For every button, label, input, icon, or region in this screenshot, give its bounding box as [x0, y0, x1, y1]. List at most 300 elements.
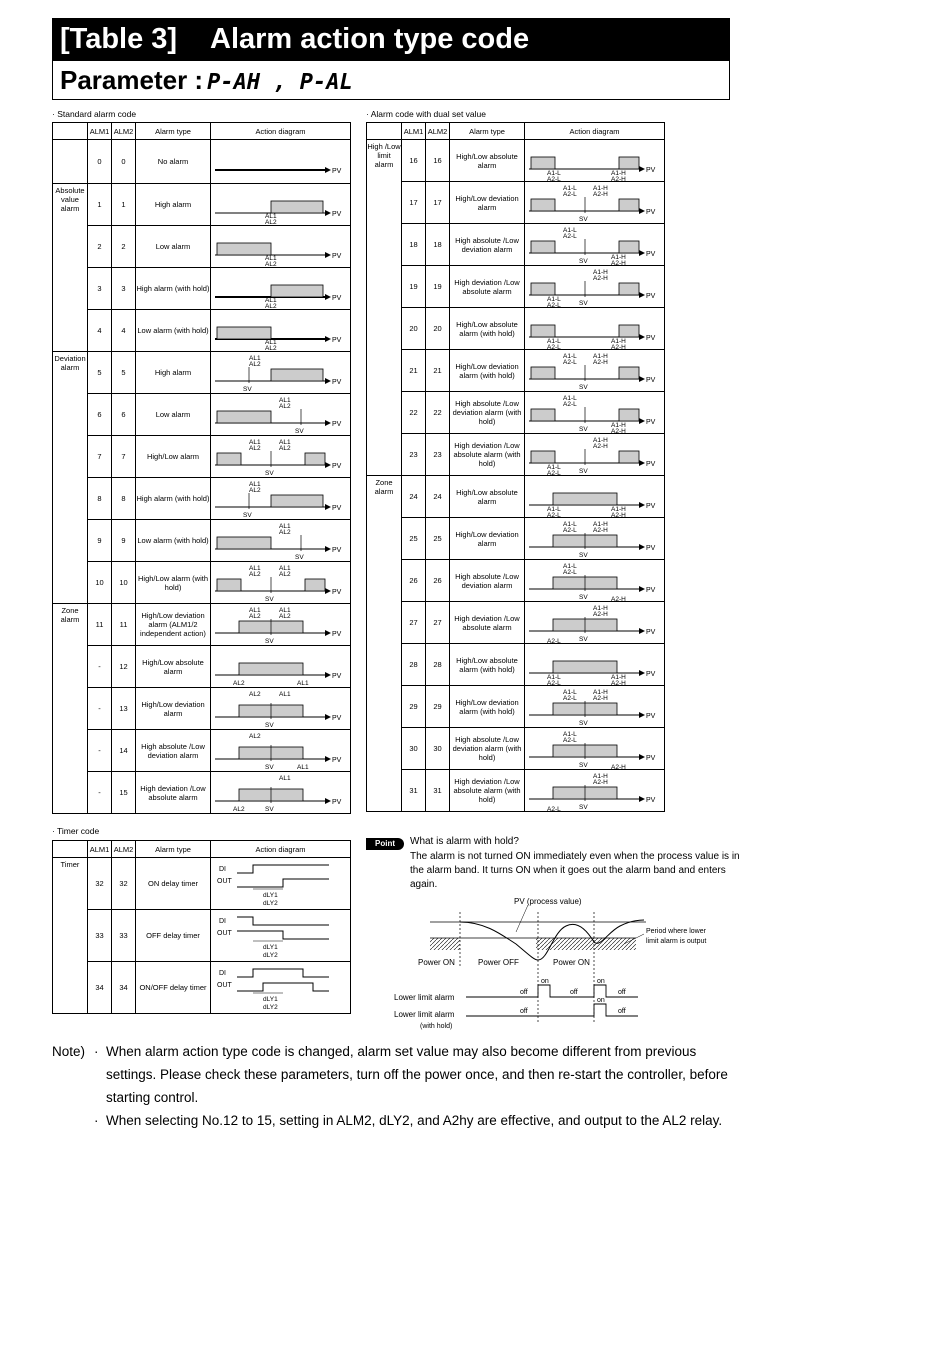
- table-row: [367, 224, 665, 266]
- action-diagram: [213, 479, 349, 519]
- pv-label: PV: [331, 798, 341, 806]
- diagram-label: A1-L: [546, 295, 561, 303]
- parameter-codes: P-AH , P-AL: [207, 70, 353, 95]
- sv-label: SV: [264, 637, 274, 645]
- sv-label: SV: [578, 593, 588, 601]
- pv-label: PV: [645, 754, 655, 762]
- alarm-band: [619, 409, 639, 421]
- alarm-type-cell: High alarm: [136, 184, 211, 226]
- pv-label: PV: [645, 418, 655, 426]
- di-signal: [237, 865, 329, 873]
- arrow-icon: [325, 672, 331, 678]
- diagram-label: AL2: [264, 344, 277, 351]
- diagram-label: A1-H: [610, 673, 626, 681]
- timer-diagram: [213, 911, 349, 961]
- diagram-label: A2-H: [592, 358, 608, 366]
- alm1-cell: 32: [88, 858, 112, 910]
- pv-label: PV: [645, 460, 655, 468]
- power-on-1-label: Power ON: [418, 958, 455, 967]
- action-diagram-cell: [211, 184, 351, 226]
- off-label: off: [618, 989, 626, 996]
- alarm-type-cell: High/Low absolute alarm: [450, 140, 525, 182]
- arrow-icon: [639, 670, 645, 676]
- column-header: ALM1: [88, 841, 112, 858]
- pv-label: PV: [331, 210, 341, 218]
- pv-label: PV: [331, 504, 341, 512]
- diagram-label: A2-H: [610, 427, 626, 433]
- table-row: [367, 560, 665, 602]
- note-item: · When selecting No.12 to 15, setting in ALM2, dLY2, and A2hy are effective, and output to the AL2 relay.: [94, 1113, 723, 1128]
- action-diagram: [527, 519, 663, 559]
- alarm-band: [619, 367, 639, 379]
- table-row: [367, 602, 665, 644]
- diagram-label: A2-H: [610, 259, 626, 265]
- alarm-band: [217, 579, 241, 591]
- diagram-label: A1-L: [546, 337, 561, 345]
- off-label: off: [618, 1008, 626, 1015]
- action-diagram-cell: [211, 688, 351, 730]
- diagram-label: A1-L: [562, 352, 577, 360]
- alarm-type-cell: Low alarm: [136, 226, 211, 268]
- diagram-label: AL2: [248, 486, 261, 494]
- alarm-band: [305, 579, 325, 591]
- diagram-label: AL2: [248, 444, 261, 452]
- off-label: off: [520, 989, 528, 996]
- group-label: Zone alarm: [53, 604, 88, 814]
- alm2-cell: 3: [112, 268, 136, 310]
- diagram-label: AL1: [248, 438, 261, 446]
- dly1-label: dLY1: [262, 995, 278, 1003]
- arrow-icon: [639, 166, 645, 172]
- alm2-cell: 32: [112, 858, 136, 910]
- action-diagram: [213, 689, 349, 729]
- alm1-cell: 34: [88, 962, 112, 1014]
- alm1-cell: 5: [88, 352, 112, 394]
- parameter-bar: [52, 60, 730, 100]
- arrow-icon: [325, 462, 331, 468]
- diagram-label: A2-L: [546, 511, 561, 517]
- alarm-type-cell: High deviation /Low absolute alarm: [136, 772, 211, 814]
- group-label: Absolute value alarm: [53, 184, 88, 352]
- diagram-label: A2-L: [546, 343, 561, 349]
- di-label: DI: [218, 969, 226, 977]
- action-diagram: [213, 269, 349, 309]
- alarm-band: [217, 327, 271, 339]
- table-row: [367, 392, 665, 434]
- alm2-cell: 26: [426, 560, 450, 602]
- alm2-cell: 30: [426, 728, 450, 770]
- diagram-label: A1-H: [592, 604, 608, 612]
- with-hold-label: (with hold): [420, 1023, 453, 1030]
- action-diagram: [213, 773, 349, 813]
- alm2-cell: 13: [112, 688, 136, 730]
- column-header: Action diagram: [211, 841, 351, 858]
- table-label: [Table 3]: [60, 23, 178, 55]
- diagram-label: AL2: [278, 528, 291, 536]
- arrow-icon: [639, 418, 645, 424]
- diagram-label: AL1: [248, 480, 261, 488]
- table-row: [53, 730, 351, 772]
- arrow-icon: [639, 208, 645, 214]
- sv-label: SV: [578, 383, 588, 391]
- action-diagram-cell: [525, 182, 665, 224]
- alm1-cell: 19: [402, 266, 426, 308]
- diagram-label: AL2: [278, 402, 291, 410]
- action-diagram: [213, 647, 349, 687]
- period-label-1: Period where lower: [646, 928, 706, 935]
- pv-label: PV: [331, 756, 341, 764]
- column-header: Alarm type: [136, 123, 211, 140]
- alm2-cell: 19: [426, 266, 450, 308]
- alarm-type-cell: High absolute /Low deviation alarm: [450, 560, 525, 602]
- sv-label: SV: [578, 257, 588, 265]
- alarm-band: [217, 243, 271, 255]
- diagram-label: A2-L: [546, 637, 561, 643]
- alarm-type-cell: High/Low deviation alarm (ALM1/2 independent action): [136, 604, 211, 646]
- alm1-cell: 29: [402, 686, 426, 728]
- point-answer: The alarm is not turned ON immediately even when the process value is in the alarm band. It turns ON when it goes out the alarm band and enters again.: [410, 851, 740, 890]
- dly2-label: dLY2: [262, 1003, 278, 1011]
- alarm-type-cell: High/Low deviation alarm: [136, 688, 211, 730]
- alm1-cell: 33: [88, 910, 112, 962]
- action-diagram-cell: [525, 140, 665, 182]
- alm1-cell: 7: [88, 436, 112, 478]
- column-header: Action diagram: [211, 123, 351, 140]
- pv-label: PV: [331, 714, 341, 722]
- diagram-label: AL2: [232, 805, 245, 813]
- action-diagram: [527, 351, 663, 391]
- action-diagram-cell: [211, 310, 351, 352]
- alm2-cell: 14: [112, 730, 136, 772]
- diagram-label: AL1: [278, 396, 291, 404]
- action-diagram: [527, 771, 663, 811]
- diagram-label: A2-L: [546, 175, 561, 181]
- diagram-label: A1-L: [562, 394, 577, 402]
- sv-label: SV: [264, 469, 274, 477]
- action-diagram-cell: [525, 392, 665, 434]
- alarm-band: [531, 451, 555, 463]
- arrow-icon: [639, 796, 645, 802]
- sv-label: SV: [242, 511, 252, 519]
- diagram-label: AL2: [232, 679, 245, 687]
- alm2-cell: 25: [426, 518, 450, 560]
- diagram-label: A2-H: [610, 763, 626, 769]
- diagram-label: A1-H: [610, 421, 626, 429]
- power-off-label: Power OFF: [478, 958, 519, 967]
- di-label: DI: [218, 865, 226, 873]
- alarm-band: [619, 283, 639, 295]
- period-label-2: limit alarm is output: [646, 938, 707, 945]
- alm1-cell: -: [88, 688, 112, 730]
- arrow-icon: [639, 502, 645, 508]
- diagram-label: A1-L: [562, 184, 577, 192]
- action-diagram-cell: [525, 476, 665, 518]
- arrow-icon: [325, 798, 331, 804]
- alm1-cell: 27: [402, 602, 426, 644]
- action-diagram-cell: [525, 644, 665, 686]
- alarm-type-cell: High alarm (with hold): [136, 478, 211, 520]
- diagram-label: A1-L: [562, 562, 577, 570]
- action-diagram-cell: [525, 770, 665, 812]
- arrow-icon: [325, 378, 331, 384]
- alarm-type-cell: High/Low deviation alarm: [450, 182, 525, 224]
- pv-label: PV: [331, 167, 341, 175]
- alm1-cell: 16: [402, 140, 426, 182]
- alarm-band: [531, 157, 555, 169]
- alm2-cell: 24: [426, 476, 450, 518]
- action-diagram: [213, 731, 349, 771]
- alarm-type-cell: High deviation /Low absolute alarm (with hold): [450, 770, 525, 812]
- pv-label: PV: [645, 628, 655, 636]
- sv-label: SV: [578, 551, 588, 559]
- on-label: on: [597, 978, 605, 985]
- alm1-cell: 17: [402, 182, 426, 224]
- arrow-icon: [325, 630, 331, 636]
- arrow-icon: [639, 712, 645, 718]
- alm2-cell: 18: [426, 224, 450, 266]
- diagram-label: AL1: [248, 606, 261, 614]
- action-diagram-cell: [525, 728, 665, 770]
- action-diagram-cell: [525, 350, 665, 392]
- alm2-cell: 20: [426, 308, 450, 350]
- alarm-type-cell: No alarm: [136, 140, 211, 184]
- dly1-label: dLY1: [262, 891, 278, 899]
- off-label: off: [520, 1008, 528, 1015]
- action-diagram: [213, 563, 349, 603]
- alarm-band: [531, 409, 555, 421]
- pv-label: PV: [331, 420, 341, 428]
- alm1-cell: 28: [402, 644, 426, 686]
- alarm-type-cell: High/Low deviation alarm (with hold): [450, 350, 525, 392]
- action-diagram: [527, 687, 663, 727]
- sv-label: SV: [264, 595, 274, 603]
- alm1-cell: 21: [402, 350, 426, 392]
- table-row: [53, 772, 351, 814]
- pv-label: PV: [645, 796, 655, 804]
- table-row: [367, 728, 665, 770]
- page-title: [52, 18, 730, 60]
- pv-label: PV: [645, 292, 655, 300]
- table-row: [53, 688, 351, 730]
- pv-label: PV (process value): [514, 897, 582, 906]
- sv-label: SV: [294, 553, 304, 561]
- diagram-label: AL1: [296, 763, 309, 771]
- arrow-icon: [639, 544, 645, 550]
- diagram-label: AL1: [278, 564, 291, 572]
- table-row: [53, 910, 351, 962]
- alm1-cell: 11: [88, 604, 112, 646]
- pv-label: PV: [645, 670, 655, 678]
- action-diagram-cell: [211, 520, 351, 562]
- action-diagram-cell: [211, 226, 351, 268]
- table-row: [53, 962, 351, 1014]
- alarm-band: [619, 157, 639, 169]
- action-diagram: [527, 435, 663, 475]
- alm1-cell: 0: [88, 140, 112, 184]
- alarm-type-cell: High/Low alarm (with hold): [136, 562, 211, 604]
- dly2-label: dLY2: [262, 899, 278, 907]
- alarm-type-cell: High absolute /Low deviation alarm (with hold): [450, 728, 525, 770]
- table-row: [53, 184, 351, 226]
- action-diagram-cell: [211, 352, 351, 394]
- alarm-band: [217, 537, 271, 549]
- diagram-label: A1-L: [546, 169, 561, 177]
- alarm-band: [531, 283, 555, 295]
- arrow-icon: [325, 420, 331, 426]
- column-header: Action diagram: [525, 123, 665, 140]
- diagram-label: AL1: [278, 438, 291, 446]
- alm1-cell: 2: [88, 226, 112, 268]
- alarm-type-cell: High/Low deviation alarm: [450, 518, 525, 560]
- action-diagram: [213, 311, 349, 351]
- alarm-band: [271, 201, 323, 213]
- action-diagram: [213, 227, 349, 267]
- alarm-band: [531, 367, 555, 379]
- diagram-label: AL1: [278, 690, 291, 698]
- diagram-label: A2-H: [610, 175, 626, 181]
- diagram-label: A2-L: [562, 694, 577, 702]
- alm2-cell: 27: [426, 602, 450, 644]
- diagram-label: A2-H: [592, 442, 608, 450]
- pv-label: PV: [645, 586, 655, 594]
- alm2-cell: 16: [426, 140, 450, 182]
- arrow-icon: [639, 754, 645, 760]
- action-diagram-cell: [211, 858, 351, 910]
- alarm-band: [531, 241, 555, 253]
- action-diagram-cell: [211, 910, 351, 962]
- diagram-label: A2-H: [610, 595, 626, 601]
- table-row: [53, 604, 351, 646]
- sv-label: SV: [264, 721, 274, 729]
- table-row: [367, 686, 665, 728]
- alm2-cell: 4: [112, 310, 136, 352]
- diagram-label: A2-L: [546, 469, 561, 475]
- diagram-label: A1-H: [592, 688, 608, 696]
- arrow-icon: [325, 546, 331, 552]
- diagram-label: A2-H: [592, 778, 608, 786]
- group-label: Timer: [53, 858, 88, 1014]
- pv-label: PV: [331, 336, 341, 344]
- alm1-cell: -: [88, 646, 112, 688]
- alarm-type-cell: High/Low deviation alarm (with hold): [450, 686, 525, 728]
- alm1-cell: 26: [402, 560, 426, 602]
- action-diagram-cell: [525, 308, 665, 350]
- action-diagram: [213, 185, 349, 225]
- diagram-label: A1-H: [592, 352, 608, 360]
- sv-label: SV: [578, 635, 588, 643]
- table-row: [53, 226, 351, 268]
- alm1-cell: -: [88, 730, 112, 772]
- alarm-type-cell: High deviation /Low absolute alarm: [450, 266, 525, 308]
- table-row: [53, 858, 351, 910]
- alarm-type-cell: Low alarm (with hold): [136, 520, 211, 562]
- di-label: DI: [218, 917, 226, 925]
- alm2-cell: 9: [112, 520, 136, 562]
- action-diagram-cell: [211, 436, 351, 478]
- standard-alarm-table: [52, 122, 351, 814]
- diagram-label: A1-H: [592, 520, 608, 528]
- table-row: [367, 518, 665, 560]
- alarm-band: [553, 493, 617, 505]
- alm2-cell: 8: [112, 478, 136, 520]
- off-label: off: [570, 989, 578, 996]
- table-row: [53, 562, 351, 604]
- diagram-label: A2-H: [592, 274, 608, 282]
- diagram-label: AL2: [264, 260, 277, 267]
- group-label: [53, 140, 88, 184]
- alm2-cell: 2: [112, 226, 136, 268]
- diagram-label: AL2: [248, 732, 261, 740]
- action-diagram-cell: [211, 394, 351, 436]
- sv-label: SV: [264, 763, 274, 771]
- action-diagram-cell: [211, 478, 351, 520]
- column-header: Alarm type: [136, 841, 211, 858]
- pv-label: PV: [331, 630, 341, 638]
- alm1-cell: 10: [88, 562, 112, 604]
- alarm-band: [271, 495, 323, 507]
- diagram-label: A2-L: [562, 736, 577, 744]
- action-diagram-cell: [211, 140, 351, 184]
- diagram-label: A2-L: [562, 190, 577, 198]
- alarm-band: [239, 663, 303, 675]
- alm1-cell: 22: [402, 392, 426, 434]
- alm2-cell: 7: [112, 436, 136, 478]
- alarm-type-cell: High absolute /Low deviation alarm: [136, 730, 211, 772]
- diagram-label: A2-H: [592, 694, 608, 702]
- arrow-icon: [325, 336, 331, 342]
- arrow-icon: [639, 292, 645, 298]
- diagram-label: AL2: [248, 360, 261, 368]
- action-diagram: [527, 393, 663, 433]
- arrow-icon: [639, 376, 645, 382]
- alm2-cell: 29: [426, 686, 450, 728]
- alarm-type-cell: ON delay timer: [136, 858, 211, 910]
- arrow-icon: [325, 294, 331, 300]
- out-label: OUT: [216, 981, 232, 989]
- action-diagram-cell: [525, 518, 665, 560]
- alm2-cell: 5: [112, 352, 136, 394]
- diagram-label: A2-L: [562, 232, 577, 240]
- on-label: on: [541, 978, 549, 985]
- alm1-cell: -: [88, 772, 112, 814]
- diagram-label: AL1: [248, 354, 261, 362]
- diagram-label: A1-H: [610, 337, 626, 345]
- arrow-icon: [325, 588, 331, 594]
- diagram-label: A1-L: [562, 226, 577, 234]
- column-header: [53, 841, 88, 858]
- action-diagram: [213, 142, 349, 182]
- action-diagram: [213, 437, 349, 477]
- table-row: [53, 140, 351, 184]
- diagram-label: AL2: [248, 612, 261, 620]
- alarm-type-cell: High deviation /Low absolute alarm (with hold): [450, 434, 525, 476]
- dual-alarm-table: [366, 122, 665, 812]
- pv-label: PV: [331, 462, 341, 470]
- column-header: Alarm type: [450, 123, 525, 140]
- alarm-type-cell: High absolute /Low deviation alarm (with hold): [450, 392, 525, 434]
- diagram-label: A2-H: [592, 526, 608, 534]
- action-diagram: [213, 605, 349, 645]
- table-row: [367, 644, 665, 686]
- pv-label: PV: [331, 672, 341, 680]
- arrow-icon: [639, 334, 645, 340]
- di-signal: [237, 969, 329, 977]
- arrow-icon: [325, 210, 331, 216]
- table-row: [367, 476, 665, 518]
- sv-label: SV: [578, 803, 588, 811]
- column-header: ALM2: [426, 123, 450, 140]
- arrow-icon: [325, 756, 331, 762]
